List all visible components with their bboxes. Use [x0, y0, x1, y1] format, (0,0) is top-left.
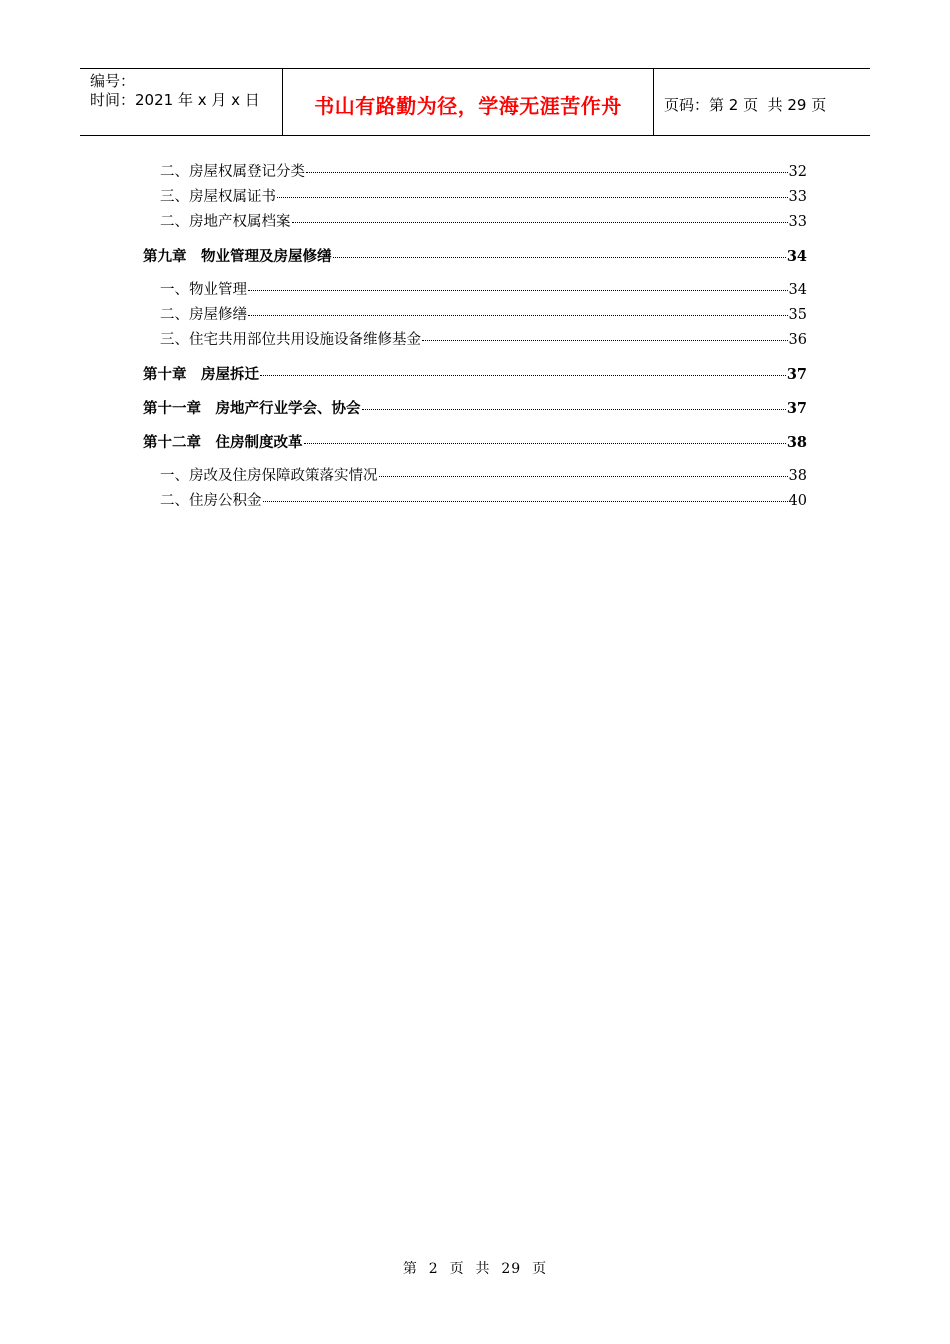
toc-entry-page-number: 38 — [788, 468, 807, 484]
toc-entry-page-number: 33 — [788, 214, 807, 230]
page-info-text: 页码：第 2 页 共 29 页 — [664, 95, 827, 114]
number-label: 编号： — [90, 72, 136, 90]
toc-entry-label: 第十一章 房地产行业学会、协会 — [143, 400, 361, 417]
toc-section-entry[interactable] — [143, 278, 807, 303]
toc-entry-label: 三、房屋权属证书 — [160, 189, 276, 205]
toc-dot-leader — [304, 429, 786, 445]
toc-dot-leader — [333, 243, 786, 259]
toc-dot-leader — [248, 301, 788, 317]
toc-entry-label: 三、住宅共用部位共用设施设备维修基金 — [160, 332, 421, 348]
toc-chapter-entry[interactable] — [143, 396, 807, 421]
toc-chapter-entry[interactable] — [143, 244, 807, 269]
toc-dot-leader — [277, 183, 788, 199]
toc-entry-label: 第十二章 住房制度改革 — [143, 434, 303, 451]
toc-dot-leader — [260, 361, 786, 377]
toc-entry-page-number: 35 — [788, 307, 807, 323]
toc-entry-label: 第十章 房屋拆迁 — [143, 366, 259, 383]
toc-section-entry[interactable] — [143, 185, 807, 210]
toc-section-entry[interactable] — [143, 210, 807, 235]
toc-entry-label: 二、房屋修缮 — [160, 307, 247, 323]
toc-dot-leader — [263, 487, 788, 503]
toc-entry-page-number: 37 — [786, 366, 807, 383]
toc-dot-leader — [362, 395, 786, 411]
toc-entry-page-number: 33 — [788, 189, 807, 205]
toc-entry-page-number: 37 — [786, 400, 807, 417]
header-motto — [282, 69, 654, 135]
header-meta — [80, 69, 282, 135]
toc-dot-leader — [248, 276, 788, 292]
toc-entry-page-number: 32 — [788, 164, 807, 180]
toc-entry-label: 第九章 物业管理及房屋修缮 — [143, 248, 332, 265]
time-label: 时间：2021 年 x 月 x 日 — [90, 91, 260, 109]
table-of-contents — [143, 160, 807, 514]
toc-entry-label: 一、物业管理 — [160, 282, 247, 298]
toc-entry-label: 二、房地产权属档案 — [160, 214, 291, 230]
toc-section-entry[interactable] — [143, 489, 807, 514]
toc-section-entry[interactable] — [143, 328, 807, 353]
toc-entry-page-number: 36 — [788, 332, 807, 348]
toc-entry-label: 二、房屋权属登记分类 — [160, 164, 305, 180]
toc-entry-label: 二、住房公积金 — [160, 493, 262, 509]
toc-entry-page-number: 34 — [788, 282, 807, 298]
toc-section-entry[interactable] — [143, 160, 807, 185]
motto-text: 书山有路勤为径，学海无涯苦作舟 — [314, 93, 622, 118]
toc-dot-leader — [422, 326, 788, 342]
toc-chapter-entry[interactable] — [143, 430, 807, 455]
toc-dot-leader — [379, 462, 788, 478]
toc-entry-page-number: 38 — [786, 434, 807, 451]
page-footer: 第 2 页 共 29 页 — [402, 1261, 548, 1277]
toc-section-entry[interactable] — [143, 303, 807, 328]
toc-chapter-entry[interactable] — [143, 362, 807, 387]
toc-dot-leader — [292, 208, 788, 224]
header-page-info — [654, 69, 870, 135]
toc-section-entry[interactable] — [143, 464, 807, 489]
toc-entry-label: 一、房改及住房保障政策落实情况 — [160, 468, 378, 484]
toc-entry-page-number: 40 — [788, 493, 807, 509]
toc-dot-leader — [306, 158, 788, 174]
toc-entry-page-number: 34 — [786, 248, 807, 265]
document-header — [80, 68, 870, 136]
